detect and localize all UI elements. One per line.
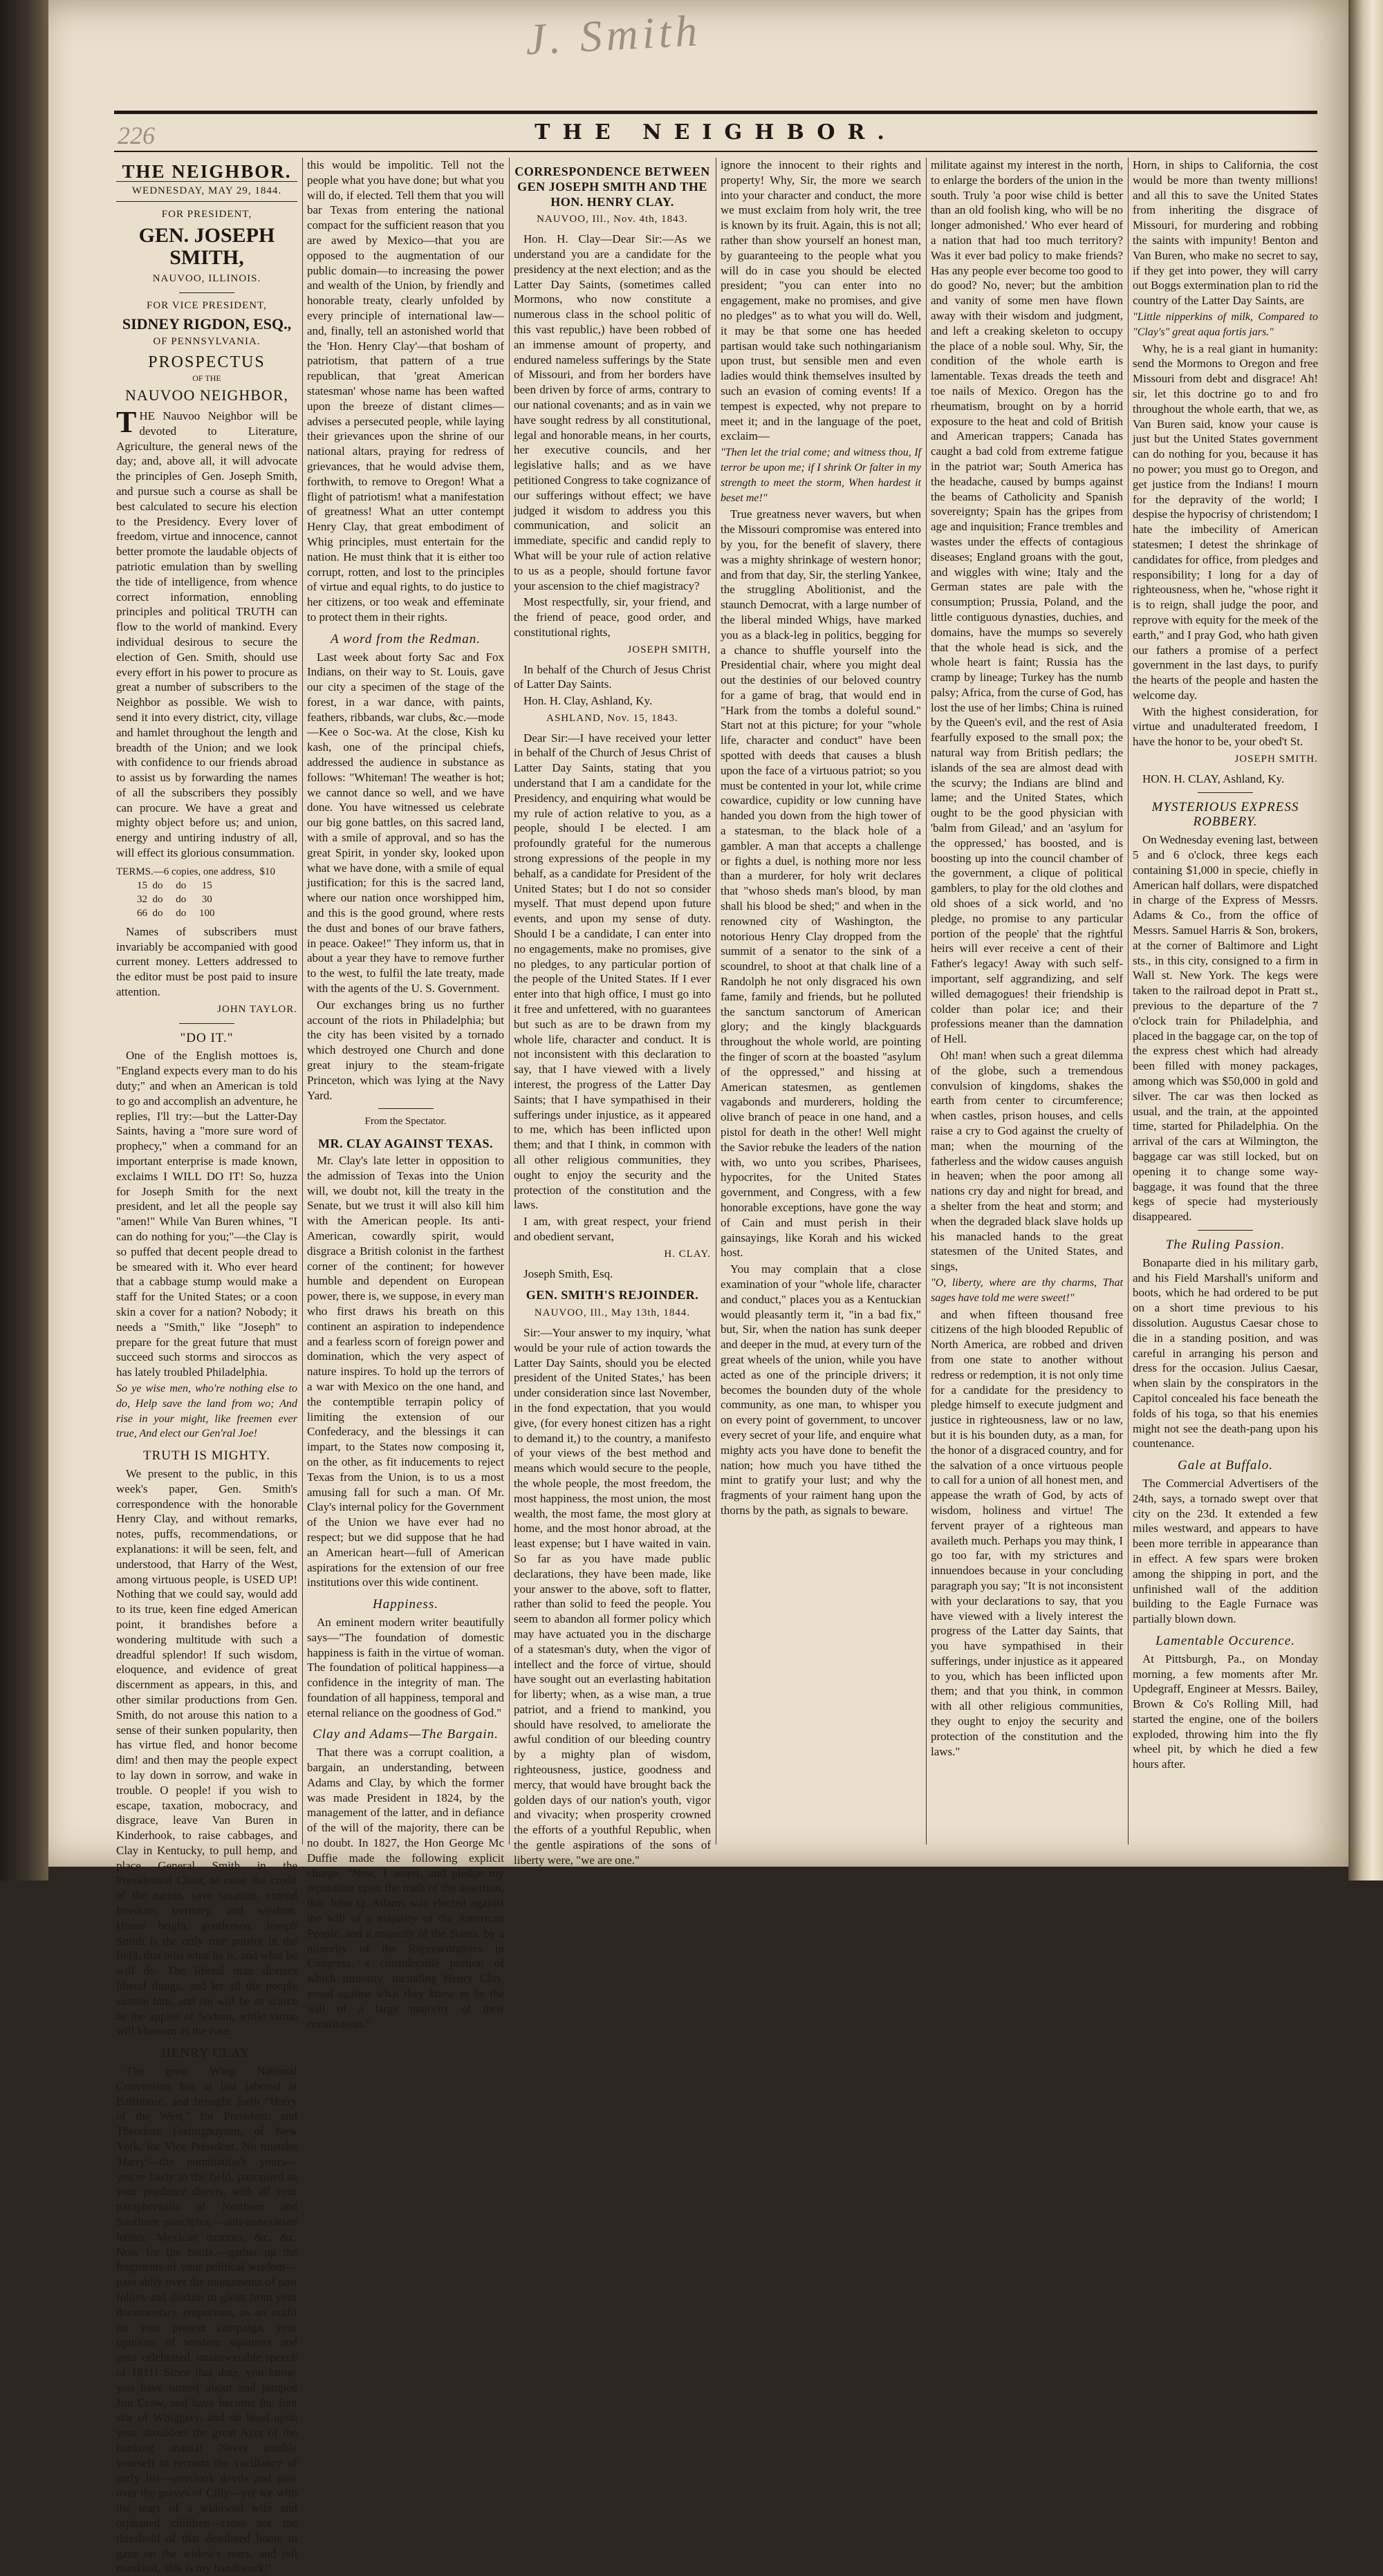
column-3 (514, 158, 711, 1867)
subscription-terms: TERMS.—6 copies, one address, $10 15 do do 15 32 do do 30 66 do do 100 (116, 866, 275, 919)
prospectus-paper-name: NAUVOO NEIGHBOR, (125, 386, 288, 404)
happiness-text: An eminent modern writer beautifully says—"The foundation of domestic happiness is faith in the virtue of woman. The foundation of political happiness—a confidence in the integrity of man. The foundation of all happiness, temporal and eternal reliance on the goodness of God." (307, 1615, 504, 1719)
correspondence-heading: CORRESPONDENCE BETWEEN GEN JOSEPH SMITH AND THE HON. HENRY CLAY. (514, 165, 710, 209)
column-rule (302, 158, 303, 1845)
doit-heading: "DO IT." (180, 1030, 234, 1045)
gale-heading: Gale at Buffalo. (1178, 1458, 1273, 1473)
ruling-passion-heading: The Ruling Passion. (1165, 1237, 1285, 1252)
col6-text-2: Why, he is a real giant in humanity: send the Mormons to Oregon and free Missouri from debt and disgrace! Ah! sir, let this doctrine go to and fro throughout the whole earth, that we, as Van Buren said, know your cause is just but the United States government can do nothing for you, because it has no power; you must go to Oregon, and get justice from the Indians! I mourn for the depravity of the world; I despise the hypocrisy of christendom; I hate the imbecility of American statesmen; I detest the shrinkage of candidates for office, from pledges and responsibility; I long for a day of righteousness, when he, "whose right it is to reign, shall judge the poor, and reprove with equity for the meek of the earth," and I pray God, who hath given our fathers a promise of a perfect government in the last days, to purify the hearts of the people and hasten the welcome day. (1133, 342, 1318, 702)
prospectus-heading: PROSPECTUS (148, 353, 266, 371)
president-candidate: GEN. JOSEPH SMITH, (138, 224, 275, 270)
col6-verse: "Little nipperkins of milk, Compared to "Clay's" great aqua fortis jars." (1133, 310, 1318, 338)
col5-text-3: and when fifteen thousand free citizens of the high blooded Republic of North America, are robbed and driven from one state to another without redress or redemption, it is not only time for a candidate for the presidency to pledge himself to execute judgment and justice in righteousness, law or no law, but it is his bounden duty, as a man, for the honor of a disgraced country, and for the salvation of a once virtuous people to call for a union of all honest men, and appease the wrath of God, by acts of wisdom, holiness and virtue! The fervent prayer of a righteous man availeth much. Perhaps you may think, I go too far, with my strictures and innuendoes because in your concluding paragraph you say; "It is not inconsistent with your declarations to say, that you have viewed with a lively interest the progress of the Latter day Saints, that you have sympathised in their sufferings, under injustice as it appeared to you, which has been inflicted upon them; and that you think, in common with all other religious communities, they ought to enjoy the security and protection of the constitution and the laws." (931, 1307, 1123, 1758)
masthead-rule-top (114, 111, 1317, 114)
col6-signature: JOSEPH SMITH. (1234, 754, 1318, 765)
redman-text: Last week about forty Sac and Fox Indians, on their way to St. Louis, gave our city a specimen of the stage of the forest, in a war dance, with paints, feathers, ribbands, war clubs, &c.—mode—Kee o Soc-wa. At the close, Kish ku kash, one of the principal chiefs, addressed the audience in substance as follows: "Whiteman! The weather is hot; we cannot dance so well, and we have done. You have witnessed us celebrate our big gone battles, on this sacred land, with a smile of approval, and so has the great Spirit, in yonder sky, looked upon what we have done, with a smile of equal justification; for this is the sacred land, where our nation once worshipped him, and this is the good ground, where rests the dust and bones of our brave fathers, in peace. Oakee!" They inform us, that in about a year they have to remove further to the west, to fulfil the late treaty, made with the agents of the U. S. Government. (307, 650, 504, 996)
rejoinder-text: Sir:—Your answer to my inquiry, 'what would be your rule of action towards the Latter Day Saints, should you be elected president of the United States,' has been under consideration since last November, in the fond expectation, that you would give, (for every honest citizen has a right to demand it,) to the country, a manifesto of your views of the best method and means which would secure to the people, the whole people, the most freedom, the most happiness, the most union, the most wealth, the most fame, the most glory at home, and the most honor abroad, at the least expense; but I have waited in vain. So far as you have made public declarations, they have been made, like your answer to the above, soft to flatter, rather than solid to feed the people. You seem to abandon all former policy which may have actuated you in the discharge of a statesman's duty, when the vigor of intellect and the force of virtue, should have sought out an everlasting habitation for liberty; when, as a wise man, a true patriot, and a friend to mankind, you should have resolved, to ameliorate the awful condition of our bleeding country by a mighty plan of wisdom, righteousness, justice, goodness and mercy, that would have brought back the golden days of our nation's youth, vigor and vivacity; when prosperity crowned the efforts of a youthful Republic, when the gentle aspirations of the sons of liberty were, "we are one." (514, 1325, 711, 1867)
column-1 (116, 158, 297, 2575)
prospectus-text: THE Nauvoo Neighbor will be devoted to Literature, Agriculture, the general news of the day; and, above all, it will advocate the principles of Gen. Joseph Smith, and pursue such a course as shall be best calculated to secure his election to the Presidency. Every lover of freedom, virtue and innocence, cannot better promote the laudable objects of patriotic emulation than by swelling the tide of intelligence, from whence correct information, ennobling principles and political TRUTH can flow to the world of mankind. Every individual desirous to secure the election of Gen. Smith, should use every effort in his power to procure as great a number of subscribers to the Neighbor as possible. We wish to send it into every district, city, village and hamlet throughout the length and breadth of the Union; and we look with confidence to our friends abroad to assist us by forwarding the names of all the subscribers they possibly can procure. We have a great and mighty object before us; and union, energy and untiring industry of all, will effect its glorious consummation. (116, 404, 297, 860)
page-number: 226 (118, 122, 155, 149)
for-president-label: FOR PRESIDENT, (161, 208, 252, 220)
smith-addressee: Hon. H. Clay, Ashland, Ky. (523, 694, 653, 708)
book-spine (1348, 0, 1383, 1880)
column-2 (307, 158, 504, 2031)
dateline-3: NAUVOO, Ill., May 13th, 1844. (534, 1307, 691, 1319)
col4-verse: "Then let the trial come; and witness thou, If terror be upon me; if I shrink Or falter in my strength to meet the storm, When hardest it beset me!" (721, 447, 921, 504)
col5-text-1: militate against my interest in the north, to enlarge the borders of the union in the south. Truly 'a poor wise child is better than an old foolish king, who will be no longer admonished.' Who ever heard of a nation that had too much territory? Was it ever bad policy to make friends? Has any people ever become too good to do good? No, never; but the ambition and vanity of some men have flown away with their wisdom and judgment, and left a creaking skeleton to occupy the place of a noble soul. Why, Sir, the condition of the whole earth is lamentable. Texas dreads the teeth and toe nails of Mexico. Oregon has the rheumatism, brought on by a horrid exposure to the heat and cold of British and American trappers; Canada has caught a bad cold from extreme fatigue in the patriot war; South America has the headache, caused by bumps against the beams of Catholicity and Spanish sovereignty; Spain has the gripes from age and inquisition; France trembles and wastes under the effects of contagious diseases; England groans with the gout, and wiggles with wine; Italy and the German states are pale with the consumption; Prussia, Poland, and the little contiguous dynasties, duchies, and domains, have the mumps so severely that the whole head is sick, and the whole heart is faint; Russia has the cramp by lineage; Turkey has the numb palsy; Africa, from the curse of God, has lost the use of her limbs; China is ruined by the Queen's evil, and the rest of Asia fearfully exposed to the small pox; the natural way from British pedlars; the islands of the sea are almost dead with the scurvy; the Indians are blind and lame; and the United States, which ought to be the good physician with 'balm from Gilead,' and an 'asylum for the oppressed,' has boosted, and is boosting up into the council chamber of the government, a clique of political gamblers, to play for the old clothes and old shoes of a sick world, and 'no pledge, no promise to any particular portion of the people' that the rightful heirs will ever receive a cent of their Father's legacy! Away with such self-important, self aggrandizing, and self willed demagogues! their friendship is colder than polar ice; and their professions meaner than the damnation of Hell. (931, 158, 1123, 1046)
column-rule (1128, 158, 1129, 1845)
editorial-title: THE NEIGHBOR. (122, 161, 292, 182)
clay-signature: H. CLAY. (664, 1248, 711, 1260)
masthead-rule-bottom (114, 151, 1317, 152)
subscriber-note: Names of subscribers must invariably be accompanied with good current money. Letters addressed to the editor must be post paid to insure attention. (116, 924, 297, 999)
doit-couplet: So ye wise men, who're nothing else to do, Help save the land from wo; And rise in your might, like freemen ever true, And elect our Gen'ral Joe! (116, 1382, 297, 1440)
divider (1198, 792, 1253, 793)
handwritten-scrawl: J. Smith (524, 6, 703, 64)
column-rule (926, 158, 927, 1845)
express-robbery-heading: MYSTERIOUS EXPRESS ROBBERY. (1151, 799, 1299, 830)
rejoinder-heading: GEN. SMITH'S REJOINDER. (526, 1288, 699, 1303)
col4-text-3: You may complain that a close examination of your "whole life, character and conduct," places you as a Kentuckian would pleasantly term it, "in a bad fix," but, Sir, when the nation has sunk deeper and deeper in the mud, at every turn of the great wheels of the union, while you have acted as one of the principle drivers; it becomes the bounden duty of the whole community, as one man, to whisper you on every point of government, to uncover every secret of your life, and enquire what mighty acts you have done to benefit the nation; how much you have tithed the mint to gratify your lust; and why the fragments of your raiment hang upon the thorns by the path, as signals to beware. (721, 1262, 921, 1517)
smith-signature: JOSEPH SMITH, (627, 644, 711, 655)
editor-signature: JOHN TAYLOR. (217, 1003, 297, 1015)
lamentable-heading: Lamentable Occurence. (1155, 1633, 1295, 1648)
column-6 (1133, 158, 1318, 1845)
divider (179, 1023, 234, 1024)
truth-text: We present to the public, in this week's paper, Gen. Smith's correspondence with the honorable Henry Clay, and without remarks, notes, puffs, recommendations, or explanations: it will be seen, felt, and understood, that Harry of the West, among virtuous people, is USED UP! Nothing that we could say, would add to its true, keen fine edged American point, it brandishes before a wondering multitude with such a dreadful splendor! If such wisdom, eloquence, and evidence of great discernment as appears, in this, and other similar productions from Gen. Smith, do not arouse this nation to a sense of their sunken popularity, then has virtue fled, and honor become dim! and then may the people expect to lay down in sorrow, and wake in trouble. O people! if you wish to escape, taxation, mobocracy, and disgrace, leave Van Buren in Kinderhook, to raise cabbages, and Clay in Kentucky, to pull hemp, and place General Smith in the Presidential Chair, to raise the credit of the nation, save taxation, extend freedom, territory, and wisdom. Honor bright, gentlemen, Joseph Smith is the only true patriot in the field, that tells what he is, and what he will do. The liberal man devises liberal things, and let all the people sustain him, and sin will be as scarce as the apples of Sodom, while virtue will blossom as the rose. (116, 1466, 297, 2038)
masthead: THE NEIGHBOR. (535, 120, 897, 144)
divider (378, 1108, 434, 1109)
from-spectator: From the Spectator. (364, 1116, 447, 1128)
henry-clay-text: The great Whig National Convention has at last labored at Baltimore, and brought forth "Harry of the West," for President; and Theodore Frelinghuysen, of New York, for Vice President. No mistake 'Harry'—the nomination's yours—you're fairly in the field, panoplied as your prudence directs, with all your paraphernalia of Northern and Southern principles,—anti-annexation letters, Mexican tremors, &c. &c. Now for the battle,—gather up the fragments of your political wisdom—pass shily over the monuments of past follies and disdain to glean from your documentary emporium, as an outfit for your present campaign, your opinions of western squatters and your celebrated, unanswerable speech of 1811! Since that date, you know, you have turned about and jumped Jim Crow, and have become the foot star of Whiggery, and on head upon your shoulders the great Ajax of the banking mania! Never trouble yourself to recount the vacillancy of early life—overlook devils and pass over the graves of Cilly—yet we with the tears of a widowed wife and orphaned children—cross not the threshold of that desolated home to gaze on the widow's tears, and tell mankind, 'this is my handiwork!' (116, 2064, 297, 2575)
smith-behalf: In behalf of the Church of Jesus Christ of Latter Day Saints. (514, 662, 711, 691)
col5-verse: "O, liberty, where are thy charms, That sages have told me were sweet!" (931, 1276, 1123, 1304)
express-robbery-text: On Wednesday evening last, between 5 and 6 o'clock, three kegs each containing $1,000 in specie, chiefly in American half dollars, were dispatched in charge of the Express of Messrs. Adams & Co., from the office of Messrs. Samuel Harris & Son, brokers, at the corner of Baltimore and Light sts., in this city, consigned to a firm in Wall st. New York. The kegs were taken to the railroad depot in Pratt st., previous to the departure of the 7 o'clock train for Philadelphia, and placed in the baggage car, on the top of the express chest which had already been filled with money packages, among which was $50,000 in gold and silver. The car was then locked as usual, and the train, at the appointed time, started for Philadelphia. On the arrival of the cars at Wilmington, the baggage car was still locked, but on opening it to change some way-baggage, it was found that the three kegs of specie had mysteriously disappeared. (1133, 833, 1318, 1224)
henry-clay-heading: HENRY CLAY. (161, 2046, 252, 2061)
texas-text: Mr. Clay's late letter in opposition to the admission of Texas into the Union will, we doubt not, kill the treaty in the Senate, but we trust it will also kill him with the American people. Its anti-American, cowardly spirit, would disgrace a British colonist in the farthest corner of the continent; for however humble and dependent on European power, there is, we suppose, in every man who first draws his breath on this continent an aspiration to independence and a fearless scorn of foreign power and domination, which the very aspect of nature inspires. To hold up the terrors of a war with Mexico on the one hand, and the contemptible terrapin policy of limiting the extension of our Confederacy, and the blessings it can impart, to the States now composing it, on the other, as fit inducements to reject Texas from the Union, is to us a most amusing fall for such a man. Of Mr. Clay's internal policy for the Government of the Union we have ever had no respect; but we did suppose that he had an American heart—full of American aspirations for the extension of our free institutions over this wide continent. (307, 1154, 504, 1589)
bargain-heading: Clay and Adams—The Bargain. (313, 1727, 499, 1742)
col4-text-1: ignore the innocent to their rights and property! Why, Sir, the more we search into your character and conduct, the more we must exclaim from holy writ, the tree is known by its fruit. Again, this is not all; rather than show yourself an honest man, by guaranteeing to the people what you will do in case you should be elected president; "you can enter into no engagement, make no promises, and give no pledges" as to what you will do. Well, it may be that some one has heeded partisan would take such nothingarianism upon trust, but sensible men and even ladies would think themselves insulted by such an evasion of coming events! If a tempest is expected, why not prepare to meet it; and in the language of the poet, exclaim— (721, 158, 921, 443)
book-binding (0, 0, 48, 1880)
smith-letter-closing: Most respectfully, sir, your friend, and the friend of peace, good order, and constitutional rights, (514, 595, 711, 639)
column-5 (931, 158, 1123, 1845)
vp-candidate: SIDNEY RIGDON, ESQ., (122, 315, 292, 333)
clay-letter-closing: I am, with great respect, your friend and obedient servant, (514, 1215, 711, 1243)
divider (179, 292, 234, 293)
truth-heading: TRUTH IS MIGHTY. (142, 1448, 270, 1464)
clay-letter: Dear Sir:—I have received your letter in behalf of the Church of Jesus Christ of Latter Day Saints, stating that you understand that I am a candidate for the Presidency, and enquiring what would be my rule of action relative to you, as a people, should I be elected. I am profoundly grateful for the numerous strong expressions of the people in my behalf, as a candidate for President of the United States; but I do not so consider myself. That must depend upon future events, and upon my sense of duty. Should I be a candidate, I can enter into no engagements, make no promises, give no pledges, to any particular portion of the people of the United States. If I ever enter into that high office, I must go into it free and unfettered, with no guarantees but such as are to be drawn from my whole life, character and conduct. It is not inconsistent with this declaration to say, that I have viewed with a lively interest, the progress of the Latter Day Saints; that I have sympathised in their sufferings under injustice, as it appeared to me, which has been inflicted upon them; and that I think, in common with all other religious communities, they ought to enjoy the security and the protection of the constitution and the laws. (514, 731, 711, 1212)
doit-text: One of the English mottoes is, "England expects every man to do his duty;" and when an American is told to go and accomplish an adventure, he replies, I'll try:—but the Latter-Day Saints, having a "more sure word of prophecy," when a command for an important enterprise is made known, exclaims I WILL DO IT! So, huzza for Joseph Smith for the next president, and let all the people say "amen!" While Van Buren whines, "I can do nothing for you;"—the Clay is so puffed that decent people dread to be smeared with it. Who ever heard that a cabbage stump would make a staff for the United States; or a coon skin a cover for a nation? Nobody; it needs a "Smith," like "Joseph" to prepare for the great future that must succeed such storms and siroccos as has lately troubled Philadelphia. (116, 1049, 297, 1379)
divider (1198, 1230, 1253, 1231)
president-place: NAUVOO, ILLINOIS. (152, 273, 261, 285)
col6-text-1: Horn, in ships to California, the cost would be more than twenty millions! and all this to save the United States from inheriting the disgrace of Missouri, for murdering and robbing the saints with impunity! Benton and Van Buren, who make no secret to say, if they get into power, they will carry out Boggs extermination plan to rid the country of the Latter Day Saints, are (1133, 158, 1318, 308)
redman-heading: A word from the Redman. (330, 631, 481, 646)
clay-letter-addressee: Joseph Smith, Esq. (523, 1267, 613, 1280)
col5-text-2: Oh! man! when such a great dilemma of the globe, such a tremendous convulsion of kingdoms, shakes the earth from center to circumference; when castles, prison houses, and cells raise a cry to God against the cruelty of man; when the mourning of the fatherless and the widow causes anguish in heaven; when the poor among all nations cry day and night for bread, and a shelter from the heat and storm; and when the degraded black slave holds up his manacled hands to the great statesmen of the United States, and sings, (931, 1049, 1123, 1273)
exchange-text: Our exchanges bring us no further account of the riots in Philadelphia; but the city has been visited by a tornado which destroyed one Church and done great injury to the steam-frigate Princeton, which was lying at the Navy Yard. (307, 998, 504, 1102)
col2-intro-text: this would be impolitic. Tell not the people what you have done; but what you will do, if elected. Tell them that you will bar Texas from entering the national compact for the sufficient reason that you are awed by Mexico—that you are opposed to the augmentation of our public domain—to increasing the power and wealth of the Union, by friendly and honorable treaty, clearly unfolded by every principle of international law—and, finally, tell an astonished world that the 'Hon. Henry Clay'—that bosham of patriotism, that pattern of a true republican, that 'great American statesman' whose name has been wafted upon the breeze of distant climes—advises a persecuted people, while laying their grievances upon the shrine of our national altars, praying for redress of grievances, that he would advise them, forthwith, to remove to Oregon! What a flight of patriotism! what a manifestation of greatness! What an utter contempt Henry Clay, that great embodiment of Whig principles, must entertain for the nation. He must think that it is either too corrupt, rotten, and lost to the principles of virtue and equal rights, to do justice to her citizens, or too weak and effeminate to protect them in their rights. (307, 158, 504, 624)
col6-addressee: HON. H. CLAY, Ashland, Ky. (1142, 772, 1285, 785)
col6-closing: With the highest consideration, for virtue and unadulterated freedom, I have the honor to be, your obed't St. (1133, 704, 1318, 749)
texas-heading: MR. CLAY AGAINST TEXAS. (317, 1137, 494, 1151)
lamentable-text: At Pittsburgh, Pa., on Monday morning, a few moments after Mr. Updegraff, Engineer at Messrs. Bailey, Brown & Co's Rolling Mill, had started the engine, one of the boilers exploded, throwing him into the fly wheel pit, by which he died a few hours after. (1133, 1652, 1318, 1771)
prospectus-of-the: OF THE (192, 373, 221, 384)
happiness-heading: Happiness. (373, 1597, 438, 1612)
dateline-2: ASHLAND, Nov. 15, 1843. (546, 712, 678, 724)
dateline-1: NAUVOO, Ill., Nov. 4th, 1843. (537, 214, 688, 225)
column-rule (509, 158, 510, 1845)
col4-text-2: True greatness never wavers, but when the Missouri compromise was entered into by you, for the benefit of slavery, there was a mighty shrinkage of western honor; and from that day, Sir, the sterling Yankee, the struggling Abolitionist, and the staunch Democrat, with a large number of the liberal minded Whigs, have marked you as a black-leg in politics, begging for a chance to shuffle yourself into the Presidential chair, where you might deal out the destinies of our beloved country for a game of brag, that would end in "Hark from the tombs a doleful sound." Start not at this picture; for your "whole life, character and conduct" have been spotted with deeds that causes a blush upon the face of a virtuous patriot; so you must be contented in your lot, while crime cowardice, cupidity or low cunning have handed you down from the high tower of a statesman, to the black hole of a gambler. A man that accepts a challenge or fights a duel, is nothing more nor less than a murderer, for holy writ declares that "whoso sheds man's blood, by man shall his blood be shed;" and when in the renowned city of Washington, the notorious Henry Clay dropped from the summit of a senator to the sink of a scoundrel, to shoot at that chalk line of a Randolph he not only disgraced his own fame, family and friends, but he polluted the sanctum sanctorum of American glory; and the kingly blackguards throughout the whole world, are pointing the finger of scorn at the boasted "asylum of the oppressed," and hissing at American statesmen, as gentlemen vagabonds and murderers, holding the olive branch of peace in one hand, and a pistol for death in the other! Well might the Savior rebuke the leaders of the nation with, wo unto you scribes, Pharisees, hypocrites, for the United States government, and Congress, with a few honorable exceptions, have gone the way of Cain and must perish in their gainsayings, like Korah and his wicked host. (721, 507, 921, 1260)
issue-date: WEDNESDAY, MAY 29, 1844. (116, 181, 297, 202)
for-vp-label: FOR VICE PRESIDENT, (147, 300, 267, 312)
smith-letter: Hon. H. Clay—Dear Sir:—As we understand you are a candidate for the presidency at the next election; and as the Latter Day Saints, (sometimes called Mormons, who now constitute a numerous class in the school politic of this vast republic,) have been robbed of an immense amount of property, and endured nameless sufferings by the State of Missouri, and from her borders have been driven by force of arms, contrary to our national covenants; and as in vain we have sought redress by all constitutional, legal and honorable means, in her courts, her executive councils, and her legislative halls; and as we have petitioned Congress to take cognizance of our sufferings without effect; we have judged it wisdom to address you this communication, and solicit an immediate, specific and candid reply to What will be your rule of action relative to us as a people, should fortune favor your ascension to the chief magistracy? (514, 232, 711, 592)
gale-text: The Commercial Advertisers of the 24th, says, a tornado swept over that city on the 23d. It extended a few miles westward, and appears to have been more terrible in appearance than in effect. A few spars were broken among the shipping in port, and the unfinished wall of the addition building to the Eagle Furnace was partially blown down. (1133, 1476, 1318, 1626)
vp-place: OF PENNSYLVANIA. (153, 335, 261, 347)
column-4 (721, 158, 921, 1845)
ruling-passion-text: Bonaparte died in his military garb, and his Field Marshall's uniform and boots, which he had ordered to be put on a short time previous to his dissolution. Augustus Caesar chose to die in a standing position, and was careful in arranging his person and dress for the occasion. Julius Caesar, when slain by the conspirators in the Capitol concealed his face beneath the folds of his toga, so that his enemies might not see the death-pang upon his countenance. (1133, 1256, 1318, 1450)
bargain-text: That there was a corrupt coalition, a bargain, an understanding, between Adams and Clay, by which the former was made President in 1824, by the management of the latter, and in defiance of the will of the majority, there can be no doubt. In 1827, the Hon George Mc Duffie made the following explicit charge. "Now, I assert, and pledge my reputation upon the truth of the assertion, that John Q. Adams was elected against the will of a majority of the American People, and a majority of the States, by a minority of the Representatives in Congress, a considerable portion of which minority, including Henry Clay, voted against what they knew to be the will of a large majority of their constituents." (307, 1746, 504, 2031)
